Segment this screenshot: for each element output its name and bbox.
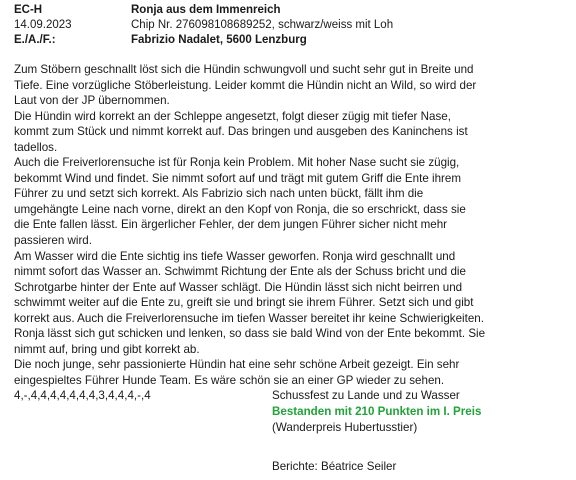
score-row xyxy=(14,388,566,404)
prize-name: (Wanderpreis Hubertusstier) xyxy=(272,420,418,434)
body-line: Ronja lässt sich gut schicken und lenken, so dass sie bald Wind von der Ente bekommt. Sie xyxy=(14,327,486,341)
body-line: Führer zu und setzt sich korrekt. Als Fabrizio sich nach unten bückt, fällt ihm die xyxy=(14,187,424,201)
chip-info: Chip Nr. 276098108689252, schwarz/weiss mit Loh xyxy=(131,19,394,31)
body-line: tadellos. xyxy=(14,140,58,154)
body-line: die Ente fallen lässt. Ein ärgerlicher Fehler, der dem jungen Führer sicher nicht mehr xyxy=(14,218,448,232)
body-line: Die noch junge, sehr passionierte Hündin hat eine sehr schöne Arbeit gezeigt. Ein sehr xyxy=(14,358,460,372)
body-line: nimmt sofort das Wasser an. Schwimmt Richtung der Ente als der Schuss bricht und die xyxy=(14,265,466,279)
passed-result: Bestanden mit 210 Punkten im I. Preis xyxy=(272,405,482,419)
body-line: Die Hündin wird korrekt an der Schleppe angesetzt, folgt dieser zügig mit tiefer Nase, xyxy=(14,109,451,123)
gun-steady-status: Schussfest zu Lande und zu Wasser xyxy=(272,389,460,403)
body-line: Laut von der JP übernommen. xyxy=(14,94,170,108)
body-line: Zum Stöbern geschnallt löst sich die Hündin schwungvoll und sucht sehr gut in Breite und xyxy=(14,63,474,76)
body-line: Auch die Freiverlorensuche ist für Ronja kein Problem. Mit hoher Nase sucht sie zügig, xyxy=(14,156,460,170)
body-line: eingespieltes Führer Hunde Team. Es wäre schön sie an einer GP wieder zu sehen. xyxy=(14,373,445,387)
body-line: Schrotgarbe hinter der Ente auf Wasser schlägt. Die Hündin lässt sich nicht beirren und xyxy=(14,280,463,294)
report-date: 14.09.2023 xyxy=(14,19,72,31)
prize-row xyxy=(14,420,566,436)
body-line: bekommt Wind und findet. Sie nimmt sofort auf und trägt mit gutem Griff die Ente ihrem xyxy=(14,171,461,185)
class-code: EC-H xyxy=(14,4,43,16)
body-line: kommt zum Stück und nimmt korrekt auf. Das bringen und ausgeben des Kaninchens ist xyxy=(14,125,468,139)
body-line: Am Wasser wird die Ente sichtig ins tiefe Wasser geworfen. Ronja wird geschnallt und xyxy=(14,249,456,263)
body-line: korrekt aus. Auch die Freiverlorensuche im tiefen Wasser bereitet ihr keine Schwierigkeiten. xyxy=(14,311,484,325)
owner-label: E./A./F.: xyxy=(14,34,56,46)
report-body xyxy=(14,62,566,475)
body-line: passieren wird. xyxy=(14,234,92,248)
owner-name: Fabrizio Nadalet, 5600 Lenzburg xyxy=(131,34,307,46)
reporter: Berichte: Béatrice Seiler xyxy=(272,460,397,474)
body-line: nimmt auf, bring und gibt korrekt ab. xyxy=(14,342,200,356)
report-paragraphs xyxy=(14,62,566,388)
spacer xyxy=(14,435,566,459)
dog-name: Ronja aus dem Immenreich xyxy=(131,4,281,16)
score-sequence: 4,-,4,4,4,4,4,4,4,3,4,4,4,-,4 xyxy=(14,389,151,403)
report-header xyxy=(14,3,566,48)
body-line: schwimmt weiter auf die Ente zu, greift sie und bringt sie ihrem Führer. Setzt sich und gibt xyxy=(14,296,474,310)
body-line: umgehängte Leine nach vorne, direkt an den Kopf von Ronja, die so erschrickt, dass sie xyxy=(14,202,466,216)
reporter-row xyxy=(14,459,566,475)
header-row-2 xyxy=(14,18,566,33)
header-row-1 xyxy=(14,3,566,18)
header-row-3 xyxy=(14,33,566,48)
passed-row xyxy=(14,404,566,420)
body-line: Tiefe. Eine vorzügliche Stöberleistung. Leider kommt die Hündin nicht an Wild, so wird der xyxy=(14,78,477,92)
